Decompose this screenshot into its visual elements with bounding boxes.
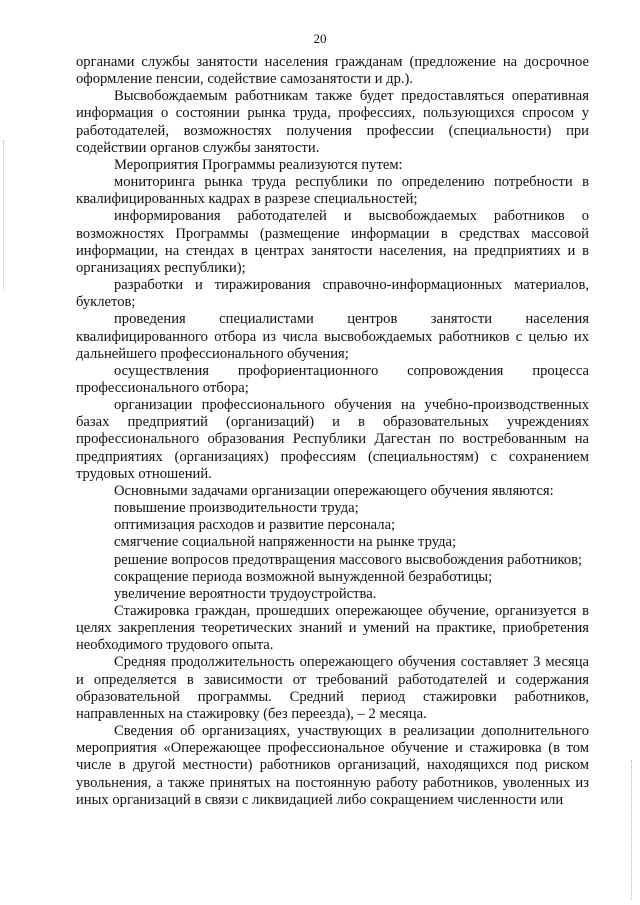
- list-item-monitoring: мониторинга рынка труда республики по определению потребности в квалифицированных кадрах в разрезе специальностей;: [76, 174, 589, 208]
- list-item-productivity: повышение производительности труда;: [114, 500, 359, 517]
- list-item-training: организации профессионального обучения на учебно-производственных базах предприятий (организаций) и в образовательных учреждениях профессионального образования Республики Дагестан по востребованным на предприятиях (организациях) профессиям (специальностям) с сохранением трудовых отношений.: [76, 397, 589, 482]
- page-number: 20: [313, 31, 327, 46]
- list-item-costs: оптимизация расходов и развитие персонала;: [114, 517, 396, 534]
- paragraph-duration: Средняя продолжительность опережающего обучения составляет 3 месяца и определяется в зависимости от требований работодателей и содержания образовательной программы. Средний период стажировки работников, направленных на стажировку (без переезда), – 2 месяца.: [76, 654, 589, 722]
- list-item-materials: разработки и тиражирования справочно-информационных материалов, буклетов;: [76, 277, 589, 311]
- list-item-mass-layoffs: решение вопросов предотвращения массового высвобождения работников;: [114, 551, 583, 568]
- paragraph-internship: Стажировка граждан, прошедших опережающее обучение, организуется в целях закрепления теоретических знаний и умений на практике, приобретения необходимого трудового опыта.: [76, 603, 589, 654]
- paragraph-organizations: Сведения об организациях, участвующих в реализации дополнительного мероприятия «Опережающее профессиональное обучение и стажировка (в том числе в другой местности) работников организаций, находящихся под риском увольнения, а также принятых на постоянную работу работников, уволенных из иных организаций в связи с ликвидацией либо сокращением численности или: [76, 723, 589, 808]
- document-body: [76, 54, 589, 809]
- list-item-informing: информирования работодателей и высвобождаемых работников о возможностях Программы (размещение информации в средствах массовой информации, на стендах в центрах занятости населения, на предприятиях и в организациях республики);: [76, 208, 589, 276]
- list-item-selection: проведения специалистами центров занятости населения квалифицированного отбора из числа высвобождаемых работников с целью их дальнейшего профессионального обучения;: [76, 311, 589, 362]
- paragraph-information: Высвобождаемым работникам также будет предоставляться оперативная информация о состоянии рынка труда, профессиях, пользующихся спросом у работодателей, возможностях получения профессии (специальности) при содействии органов службы занятости.: [76, 88, 589, 156]
- paragraph-continuation: органами службы занятости населения гражданам (предложение на досрочное оформление пенсии, содействие самозанятости и др.).: [76, 54, 589, 88]
- scan-edge-marks: [629, 760, 632, 900]
- paragraph-measures-intro: Мероприятия Программы реализуются путем:: [114, 156, 403, 173]
- list-item-employment: увеличение вероятности трудоустройства.: [114, 585, 377, 602]
- scan-binding-marks: [3, 140, 8, 290]
- list-item-unemployment: сокращение периода возможной вынужденной безработицы;: [114, 568, 493, 585]
- list-item-career-guidance: осуществления профориентационного сопровождения процесса профессионального отбора;: [76, 362, 589, 396]
- list-item-social-tension: смягчение социальной напряженности на рынке труда;: [114, 534, 457, 551]
- paragraph-tasks-intro: Основными задачами организации опережающего обучения являются:: [114, 482, 554, 499]
